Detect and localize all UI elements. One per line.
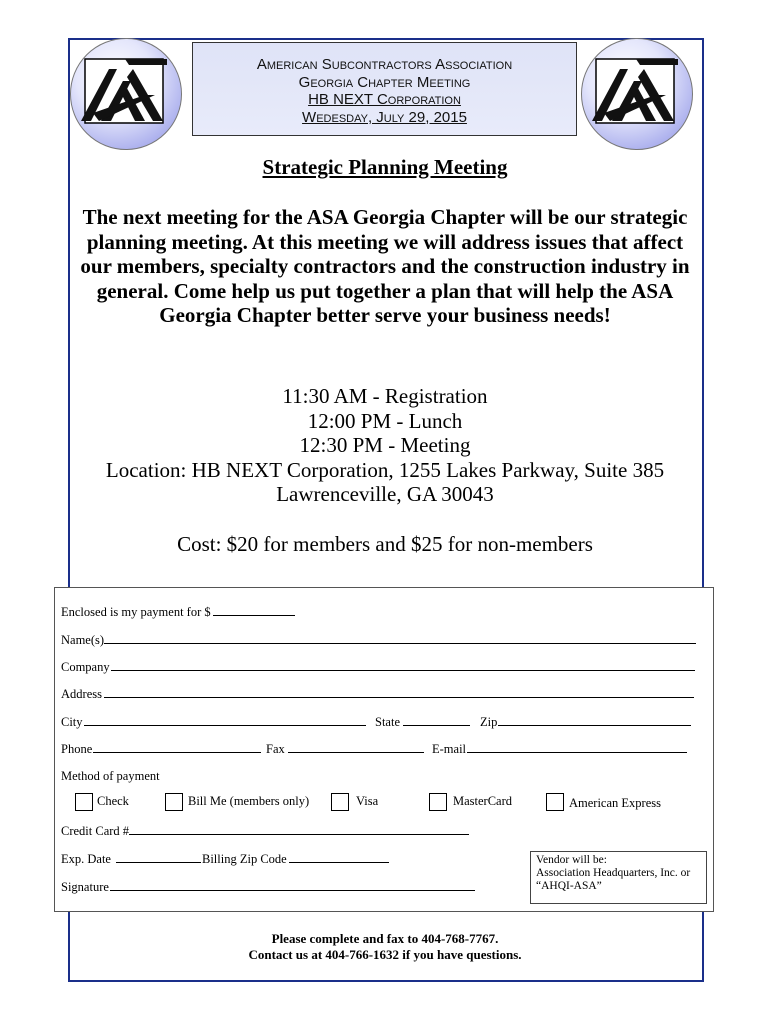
schedule-registration: 11:30 AM - Registration (282, 384, 488, 408)
schedule-location: Location: HB NEXT Corporation, 1255 Lakes Parkway, Suite 385 (105, 457, 665, 482)
billing-zip-field[interactable] (289, 851, 389, 863)
zip-label: Zip (480, 715, 498, 729)
state-field[interactable] (403, 714, 470, 726)
check-label: Check (97, 794, 129, 808)
footer-contact: Contact us at 404-766-1632 if you have questions. (248, 946, 522, 962)
signature-label: Signature (61, 880, 109, 894)
asa-logo-right (581, 38, 693, 150)
email-field[interactable] (467, 741, 687, 753)
header-date: Wedesday, July 29, 2015 (302, 108, 467, 126)
exp-date-label: Exp. Date (61, 852, 111, 866)
exp-date-field[interactable] (116, 851, 201, 863)
bill-me-label: Bill Me (members only) (188, 794, 310, 808)
cost-text: Cost: $20 for members and $25 for non-members (177, 532, 593, 556)
email-label: E-mail (432, 742, 467, 756)
credit-card-label: Credit Card # (61, 824, 130, 838)
schedule-meeting: 12:30 PM - Meeting (299, 433, 471, 458)
mastercard-label: MasterCard (453, 794, 513, 808)
amex-label: American Express (569, 796, 661, 810)
phone-label: Phone (61, 742, 93, 756)
payment-label: Enclosed is my payment for $ (61, 605, 211, 619)
state-label: State (375, 715, 400, 729)
vendor-note (530, 851, 707, 904)
registration-form (54, 587, 714, 912)
asa-logo-icon (582, 39, 693, 150)
asa-logo-icon (71, 39, 182, 150)
company-label: Company (61, 660, 110, 674)
billing-zip-label: Billing Zip Code (202, 852, 287, 866)
address-label: Address (61, 687, 102, 701)
names-field[interactable] (104, 632, 696, 644)
check-checkbox[interactable] (75, 793, 93, 811)
visa-label: Visa (356, 794, 379, 808)
bill-me-checkbox[interactable] (165, 793, 183, 811)
mastercard-checkbox[interactable] (429, 793, 447, 811)
visa-checkbox[interactable] (331, 793, 349, 811)
method-label: Method of payment (61, 769, 160, 783)
schedule (0, 384, 770, 507)
names-label: Name(s) (61, 633, 105, 647)
vendor-line-3: “AHQI-ASA” (536, 880, 602, 892)
fax-label: Fax (266, 742, 285, 756)
header-event: Georgia Chapter Meeting (298, 73, 471, 91)
page-title: Strategic Planning Meeting (262, 155, 508, 179)
vendor-line-1: Vendor will be: (536, 854, 607, 866)
footer-fax: Please complete and fax to 404-768-7767. (271, 931, 499, 946)
zip-field[interactable] (498, 714, 691, 726)
city-field[interactable] (84, 714, 366, 726)
asa-logo-left (70, 38, 182, 150)
vendor-line-2: Association Headquarters, Inc. or (536, 867, 691, 879)
schedule-lunch: 12:00 PM - Lunch (307, 408, 463, 433)
footer (0, 931, 770, 962)
header-org: American Subcontractors Association (256, 56, 513, 73)
schedule-city: Lawrenceville, GA 30043 (276, 482, 494, 507)
header-host: HB NEXT Corporation (308, 91, 461, 108)
city-label: City (61, 715, 83, 729)
amex-checkbox[interactable] (546, 793, 564, 811)
intro-paragraph: The next meeting for the ASA Georgia Chapter will be our strategic planning meeting. At this meeting we will address issues that affect our members, specialty contractors and the construction industry in general. Come help us put together a plan that will help the ASA Georgia Chapter better serve your business needs! (80, 205, 690, 327)
fax-field[interactable] (288, 741, 424, 753)
phone-field[interactable] (93, 741, 261, 753)
payment-amount-field[interactable] (213, 604, 295, 616)
signature-field[interactable] (110, 879, 475, 891)
company-field[interactable] (111, 659, 695, 671)
address-field[interactable] (104, 686, 694, 698)
header-box (192, 42, 577, 136)
credit-card-field[interactable] (129, 823, 469, 835)
